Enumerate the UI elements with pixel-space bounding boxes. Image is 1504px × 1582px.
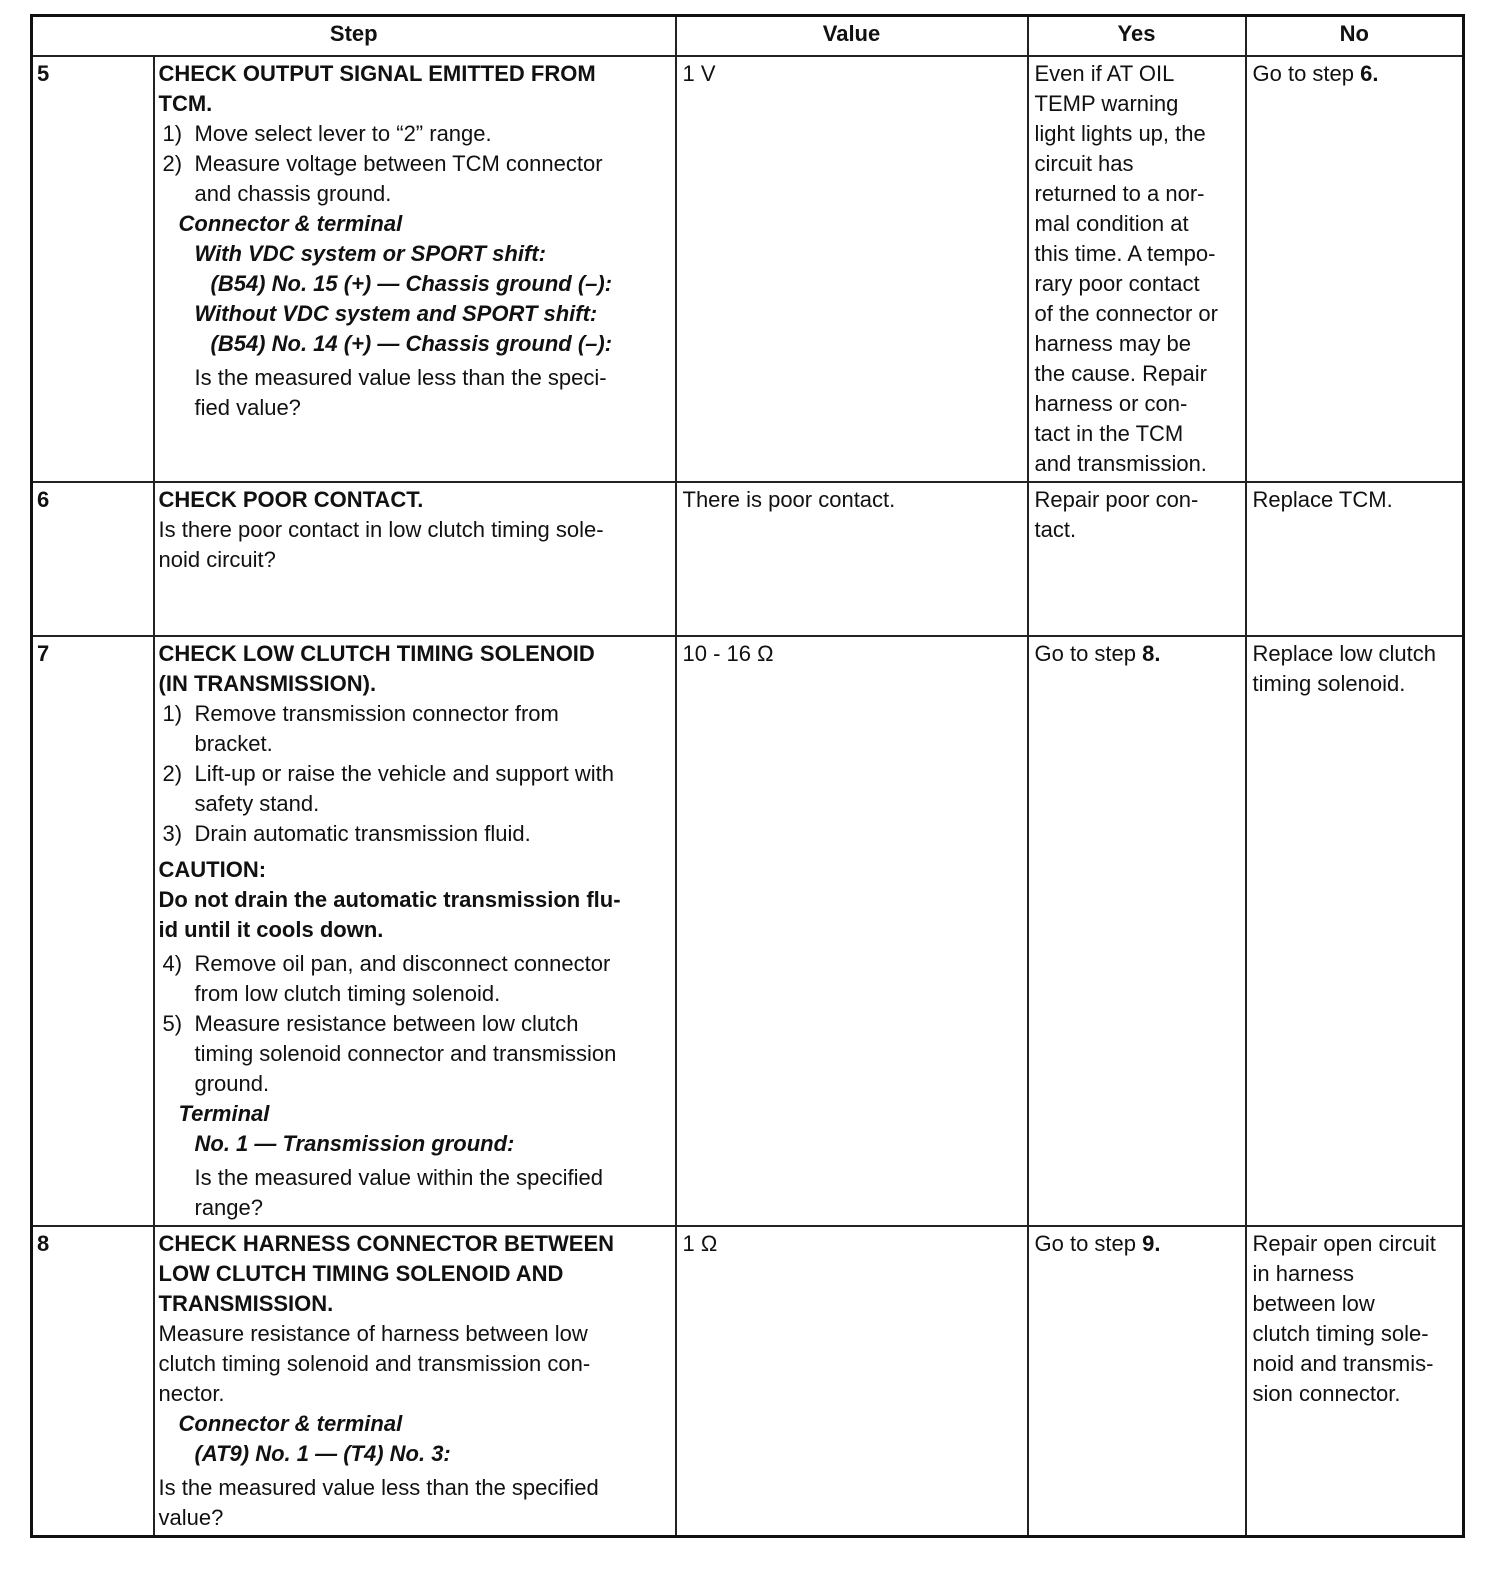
step-question: Is the measured value within the specified range? xyxy=(194,1165,603,1220)
header-yes: Yes xyxy=(1028,16,1246,57)
connector-label: Connector & terminal xyxy=(178,211,403,236)
no-cell: Replace low clutch timing solenoid. xyxy=(1246,636,1464,1226)
caution-label: CAUTION: xyxy=(158,857,267,882)
no-cell: Replace TCM. xyxy=(1246,482,1464,636)
step-question: Is there poor contact in low clutch timing sole- noid circuit? xyxy=(158,517,604,572)
condition-text: With VDC system or SPORT shift: xyxy=(194,241,546,266)
step-link: 9. xyxy=(1142,1231,1161,1256)
step-description xyxy=(154,636,676,1226)
yes-cell: Even if AT OIL TEMP warning light lights up, the circuit has returned to a nor- mal condition at this time. A tempo- rary poor contact of the connector or harness may be the cause. Repair harness or con- tact in the TCM and transmission. xyxy=(1028,56,1246,482)
step-row-7 xyxy=(32,636,1464,1226)
header-value: Value xyxy=(676,16,1028,57)
substep: 1) Move select lever to “2” range. xyxy=(162,121,492,146)
yes-cell: Go to step 9. xyxy=(1028,1226,1246,1537)
step-description xyxy=(154,56,676,482)
step-number: 7 xyxy=(32,636,154,1226)
header-step: Step xyxy=(32,16,676,57)
step-link: 8. xyxy=(1142,641,1161,666)
value-cell: 1 Ω xyxy=(676,1226,1028,1537)
terminal-spec: No. 1 — Transmission ground: xyxy=(194,1131,515,1156)
terminal-spec: (B54) No. 15 (+) — Chassis ground (–): xyxy=(210,271,613,296)
substep: 2) Measure voltage between TCM connector and chassis ground. xyxy=(162,151,603,206)
step-row-5 xyxy=(32,56,1464,482)
substep: 4) Remove oil pan, and disconnect connector from low clutch timing solenoid. xyxy=(162,951,611,1006)
step-description xyxy=(154,482,676,636)
step-row-8 xyxy=(32,1226,1464,1537)
connector-label: Connector & terminal xyxy=(178,1411,403,1436)
terminal-spec: (B54) No. 14 (+) — Chassis ground (–): xyxy=(210,331,613,356)
no-cell: Repair open circuit in harness between low clutch timing sole- noid and transmis- sion connector. xyxy=(1246,1226,1464,1537)
step-title: CHECK HARNESS CONNECTOR BETWEEN LOW CLUTCH TIMING SOLENOID AND TRANSMISSION. xyxy=(158,1231,615,1316)
step-question: Is the measured value less than the speci- fied value? xyxy=(194,365,607,420)
no-cell: Go to step 6. xyxy=(1246,56,1464,482)
step-number: 5 xyxy=(32,56,154,482)
step-row-6 xyxy=(32,482,1464,636)
diagnostic-table xyxy=(30,14,1465,1538)
value-cell: 10 - 16 Ω xyxy=(676,636,1028,1226)
substep: 5) Measure resistance between low clutch timing solenoid connector and transmission ground. xyxy=(162,1011,617,1096)
step-number: 6 xyxy=(32,482,154,636)
header-row xyxy=(32,16,1464,57)
value-cell: 1 V xyxy=(676,56,1028,482)
condition-text: Without VDC system and SPORT shift: xyxy=(194,301,598,326)
substep: 3) Drain automatic transmission fluid. xyxy=(162,821,531,846)
step-title: CHECK LOW CLUTCH TIMING SOLENOID (IN TRANSMISSION). xyxy=(158,641,595,696)
terminal-label: Terminal xyxy=(178,1101,270,1126)
substep: 2) Lift-up or raise the vehicle and support with safety stand. xyxy=(162,761,614,816)
terminal-spec: (AT9) No. 1 — (T4) No. 3: xyxy=(194,1441,451,1466)
step-instruction: Measure resistance of harness between low clutch timing solenoid and transmission con- nector. xyxy=(158,1321,591,1406)
caution-block: CAUTION: Do not drain the automatic transmission flu- id until it cools down. xyxy=(159,855,669,945)
yes-cell: Repair poor con- tact. xyxy=(1028,482,1246,636)
step-title: CHECK OUTPUT SIGNAL EMITTED FROM TCM. xyxy=(158,61,596,116)
value-cell: There is poor contact. xyxy=(676,482,1028,636)
step-question: Is the measured value less than the specified value? xyxy=(158,1475,599,1530)
step-link: 6. xyxy=(1360,61,1379,86)
header-no: No xyxy=(1246,16,1464,57)
substep: 1) Remove transmission connector from bracket. xyxy=(162,701,559,756)
yes-cell: Go to step 8. xyxy=(1028,636,1246,1226)
step-title: CHECK POOR CONTACT. xyxy=(158,487,424,512)
step-number: 8 xyxy=(32,1226,154,1537)
step-description xyxy=(154,1226,676,1537)
